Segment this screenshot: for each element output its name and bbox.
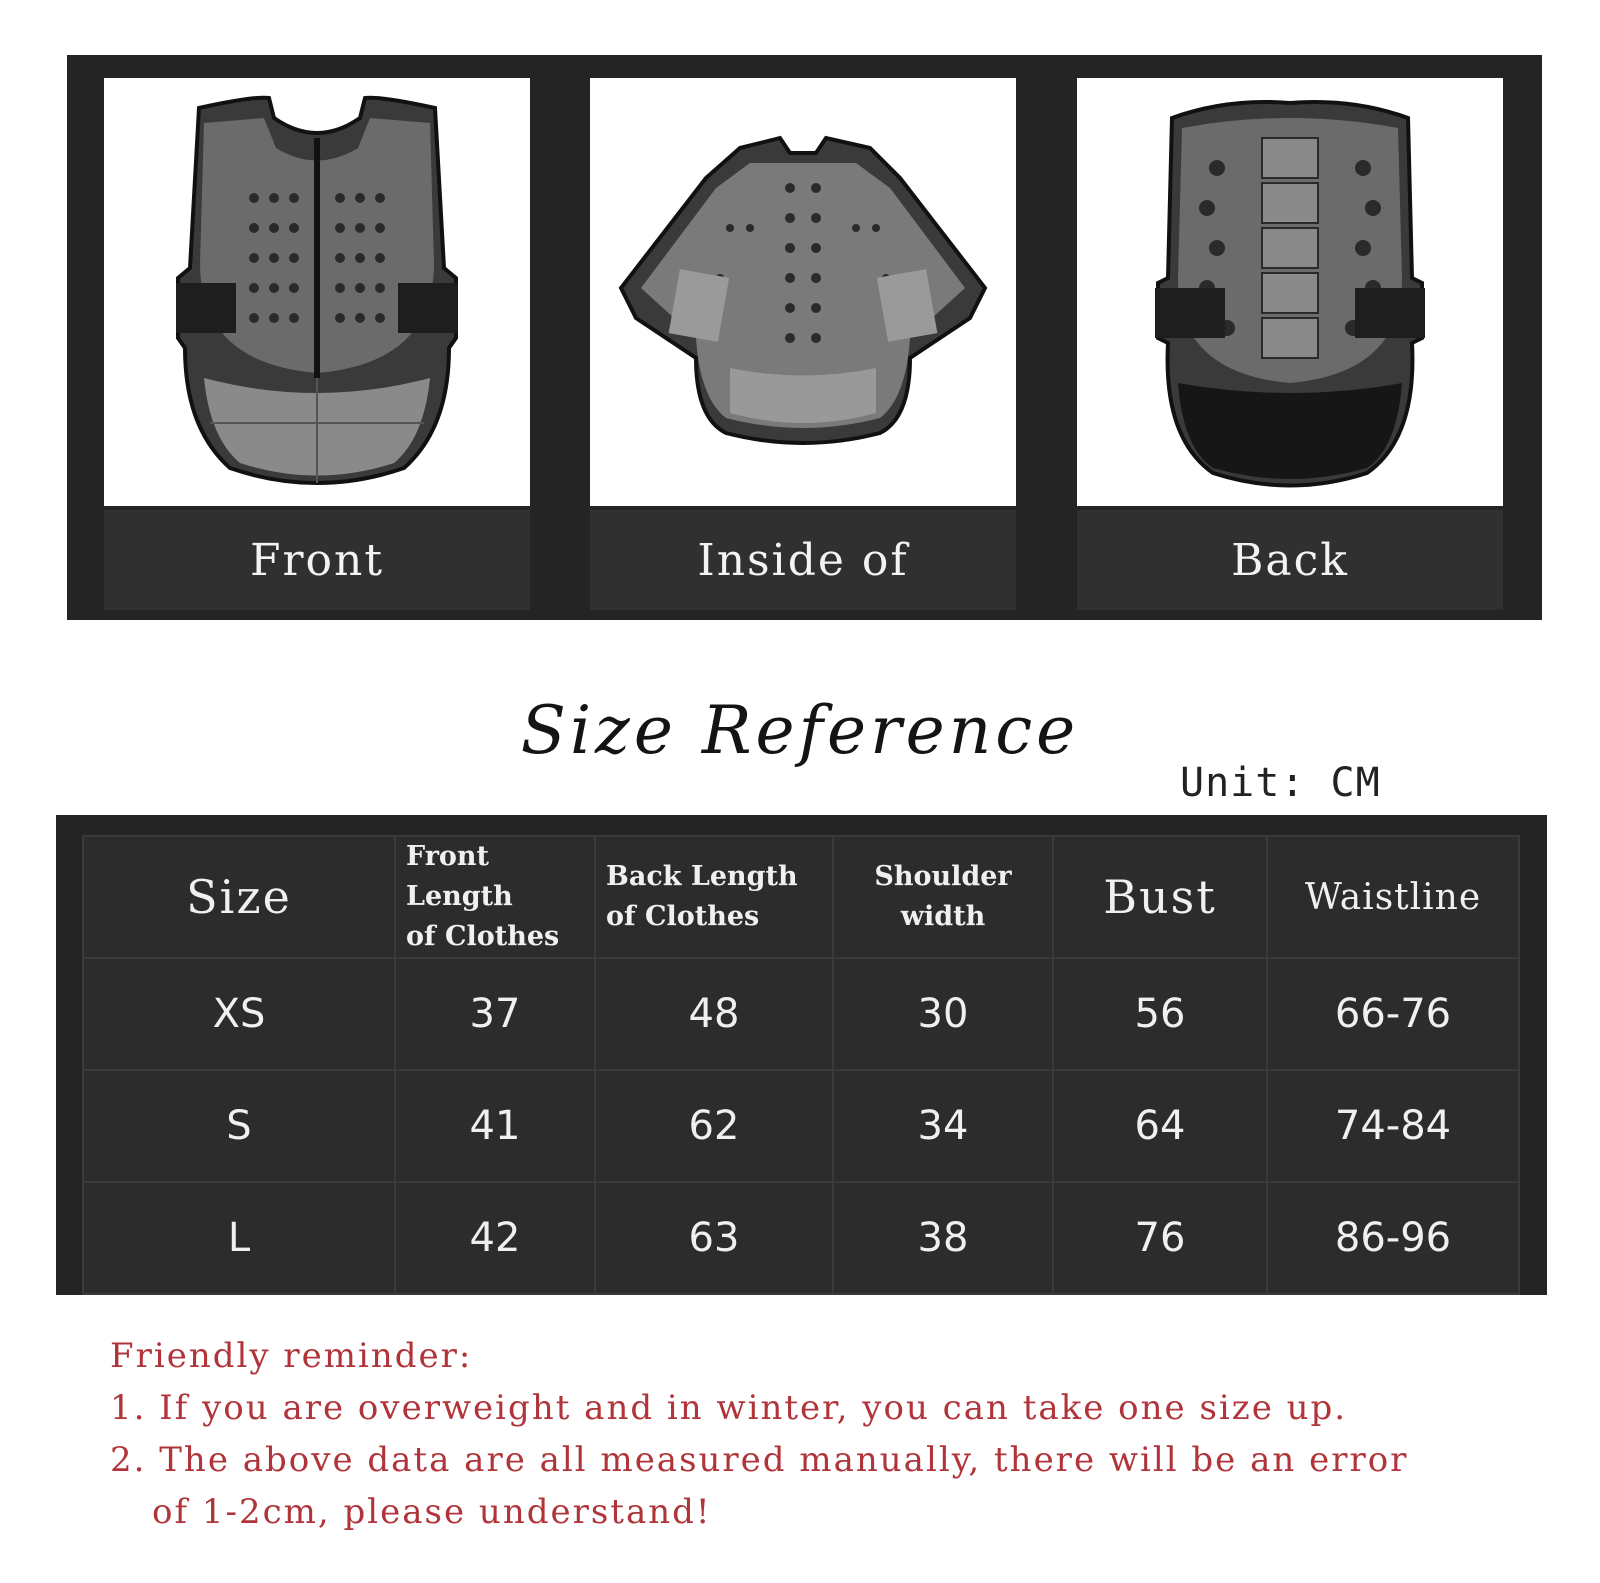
size-table xyxy=(82,835,1520,1295)
reminder-line-1: 1. If you are overweight and in winter, you can take one size up. xyxy=(110,1388,1348,1428)
cell-front-length: 41 xyxy=(395,1070,595,1182)
page-title: Size Reference xyxy=(520,692,1080,769)
cell-back-length: 62 xyxy=(595,1070,833,1182)
cell-shoulder: 34 xyxy=(833,1070,1053,1182)
vest-back-image xyxy=(1077,78,1503,506)
table-row xyxy=(83,1182,1519,1294)
photo-card-back xyxy=(1077,78,1503,610)
product-photo-panel xyxy=(67,55,1542,620)
cell-size: XS xyxy=(83,958,395,1070)
table-header-row xyxy=(83,836,1519,958)
table-row xyxy=(83,958,1519,1070)
cell-shoulder: 30 xyxy=(833,958,1053,1070)
header-back-line2: of Clothes xyxy=(606,901,760,932)
cell-bust: 64 xyxy=(1053,1070,1267,1182)
photo-card-front xyxy=(104,78,530,610)
caption-inside: Inside of xyxy=(590,510,1016,610)
cell-shoulder: 38 xyxy=(833,1182,1053,1294)
header-waistline: Waistline xyxy=(1267,836,1519,958)
vest-back-icon xyxy=(1077,78,1503,506)
vest-inside-image xyxy=(590,78,1016,506)
header-front-length xyxy=(395,836,595,958)
caption-front: Front xyxy=(104,510,530,610)
header-back-line1: Back Length xyxy=(606,861,798,892)
reminder-heading: Friendly reminder: xyxy=(110,1336,473,1376)
size-table-panel xyxy=(56,815,1547,1295)
header-shoulder-line1: Shoulder xyxy=(874,861,1012,892)
photo-card-inside xyxy=(590,78,1016,610)
cell-size: S xyxy=(83,1070,395,1182)
caption-back: Back xyxy=(1077,510,1503,610)
friendly-reminder xyxy=(110,1330,1408,1538)
unit-label: Unit: CM xyxy=(1180,760,1381,806)
cell-waistline: 66-76 xyxy=(1267,958,1519,1070)
cell-size: L xyxy=(83,1182,395,1294)
table-row xyxy=(83,1070,1519,1182)
cell-front-length: 37 xyxy=(395,958,595,1070)
header-shoulder-width xyxy=(833,836,1053,958)
cell-waistline: 86-96 xyxy=(1267,1182,1519,1294)
cell-back-length: 48 xyxy=(595,958,833,1070)
reminder-line-2-continued: of 1-2cm, please understand! xyxy=(152,1492,712,1532)
cell-front-length: 42 xyxy=(395,1182,595,1294)
cell-bust: 76 xyxy=(1053,1182,1267,1294)
cell-bust: 56 xyxy=(1053,958,1267,1070)
vest-front-icon xyxy=(104,78,530,506)
reminder-line-2: 2. The above data are all measured manually, there will be an error xyxy=(110,1440,1409,1480)
header-bust: Bust xyxy=(1053,836,1267,958)
header-front-line2: of Clothes xyxy=(406,921,560,952)
header-front-line1: Front Length xyxy=(406,841,513,912)
header-back-length xyxy=(595,836,833,958)
header-shoulder-line2: width xyxy=(900,901,986,932)
cell-back-length: 63 xyxy=(595,1182,833,1294)
cell-waistline: 74-84 xyxy=(1267,1070,1519,1182)
vest-front-image xyxy=(104,78,530,506)
header-size: Size xyxy=(83,836,395,958)
vest-inside-icon xyxy=(590,78,1016,506)
